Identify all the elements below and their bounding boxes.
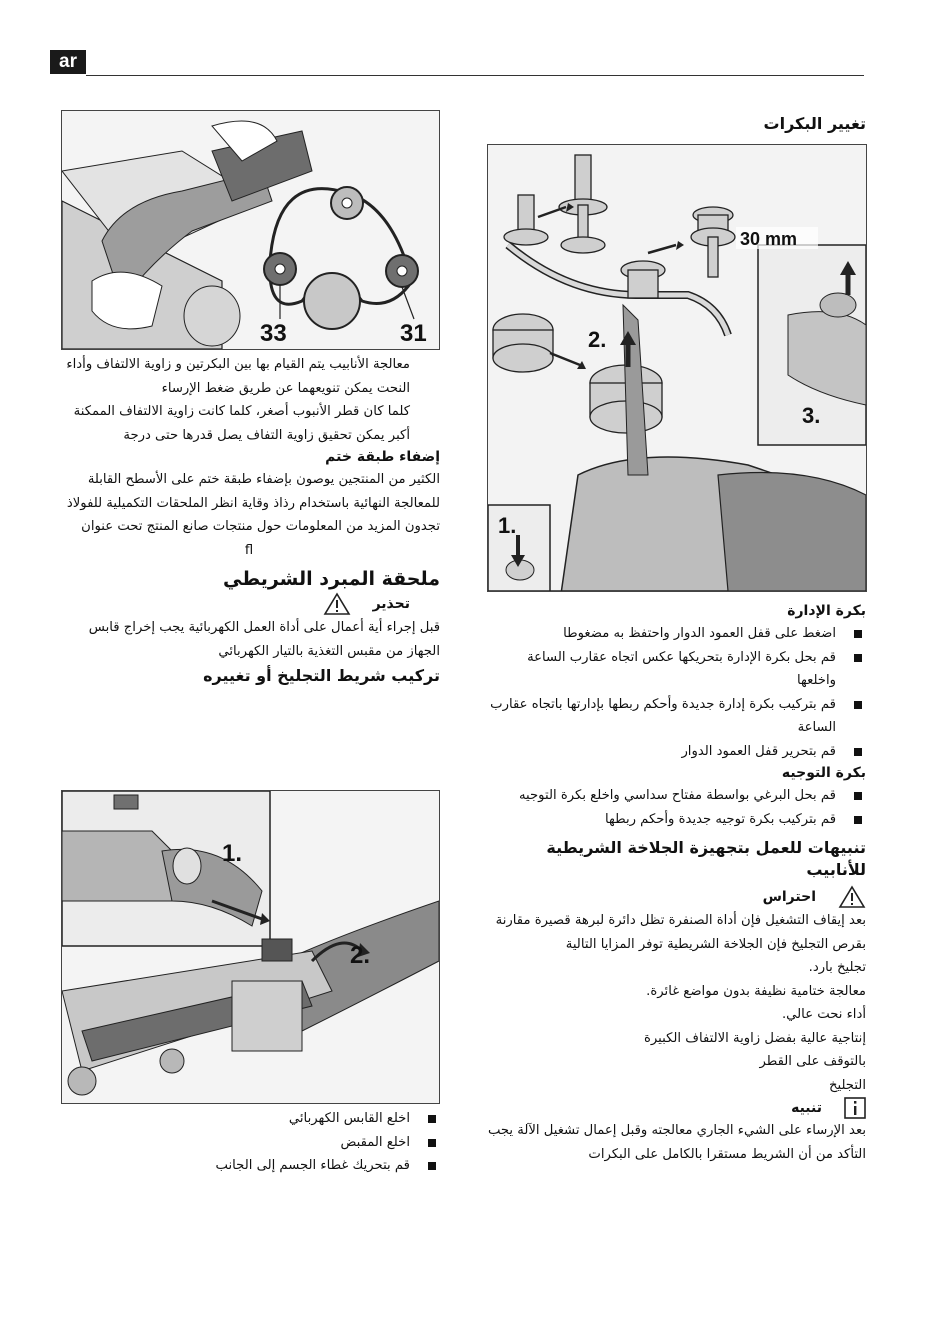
bullet-square-icon bbox=[854, 816, 862, 824]
warning-triangle-icon bbox=[323, 592, 351, 616]
caution-label: احتراس bbox=[762, 888, 816, 905]
header-rule bbox=[86, 75, 864, 76]
pipe-grinding-illustration bbox=[62, 111, 439, 349]
list-item bbox=[484, 622, 866, 646]
roller-33-label: 33 bbox=[260, 320, 287, 347]
list-item bbox=[484, 808, 866, 832]
figure-step-1-label: 1. bbox=[498, 513, 517, 538]
wrap-angle-text: كلما كان قطر الأنبوب أصغر، كلما كانت زاوية الالتفاف الممكنة أكبر يمكن تحقيق زاوية التفاف يصل قدرها حتى درجة bbox=[73, 404, 410, 443]
bullet-square-icon bbox=[854, 701, 862, 709]
mount-step-1-label: 1. bbox=[222, 840, 243, 867]
list-item-text: اخلع المقبض bbox=[340, 1134, 410, 1150]
figure-step-3-label: 3. bbox=[802, 403, 821, 428]
list-item-text: قم بحل البرغي بواسطة مفتاح سداسي واخلع بكرة التوجيه bbox=[518, 788, 836, 803]
list-item bbox=[484, 740, 866, 764]
roller-change-illustration bbox=[488, 145, 866, 591]
figure-step-2-label: 2. bbox=[588, 327, 607, 352]
drive-roller-list bbox=[484, 622, 866, 763]
list-item bbox=[484, 646, 866, 693]
bullet-square-icon bbox=[428, 1115, 436, 1123]
bullet-square-icon bbox=[428, 1139, 436, 1147]
figure-dimension-label: 30 mm bbox=[740, 229, 798, 249]
list-item-text: قم بتركيب بكرة توجيه جديدة وأحكم ربطها bbox=[605, 811, 836, 827]
list-item bbox=[58, 1107, 440, 1131]
advantage-3: أداء نحت عالي. bbox=[781, 1007, 866, 1022]
guide-roller-title: بكرة التوجيه bbox=[781, 765, 866, 781]
tips-title: تنبيهات للعمل بتجهيزة الجلاخة الشريطية للأنابيب bbox=[546, 838, 866, 879]
list-item-text: قم بتحرير قفل العمود الدوار bbox=[681, 743, 836, 759]
figure-roller-change bbox=[487, 144, 867, 592]
caution-row bbox=[484, 885, 866, 909]
warning-label: تحذير bbox=[372, 595, 410, 612]
grinding-title: التجليخ bbox=[828, 1077, 866, 1093]
advantage-1: تجليخ بارد. bbox=[808, 960, 866, 975]
list-item-text: قم بتحريك غطاء الجسم إلى الجانب bbox=[215, 1158, 410, 1173]
bullet-square-icon bbox=[854, 654, 862, 662]
caution-text: بعد إيقاف التشغيل فإن أداة الصنفرة تظل دائرة لبرهة قصيرة مقارنة بقرص التجليخ فإن الجلاخة الشريطية توفر المزايا التالية bbox=[495, 913, 866, 952]
accessory-title: ملحقة المبرد الشريطي bbox=[222, 568, 440, 590]
list-item bbox=[484, 693, 866, 740]
drive-roller-title: بكرة الإدارة bbox=[787, 603, 866, 619]
pipe-processing-text: معالجة الأنابيب يتم القيام بها بين البكرتين و زاوية الالتفاف وأداء النحت يمكن تنويعهما عن طريق ضغط الإرساء bbox=[66, 357, 410, 396]
finish-title: إضفاء طبقة ختم bbox=[325, 449, 440, 465]
note-text: بعد الإرساء على الشيء الجاري معالجته وقبل إعمال تشغيل الآلة يجب التأكد من أن الشريط مستقرا بالكامل على البكرات bbox=[487, 1123, 866, 1162]
bullet-square-icon bbox=[854, 792, 862, 800]
drive-roller-section bbox=[484, 601, 866, 1166]
advantage-2: معالجة ختامية نظيفة بدون مواضع غائرة. bbox=[646, 983, 866, 999]
mount-belt-title: تركيب شريط التجليخ أو تغييره bbox=[203, 666, 440, 685]
list-item-text: اضغط على قفل العمود الدوار واحتفظ به مضغوطا bbox=[563, 626, 836, 641]
language-tag: ar bbox=[50, 50, 86, 74]
guide-roller-list bbox=[484, 784, 866, 831]
left-text-block bbox=[58, 353, 440, 687]
section-title-change-rollers: تغيير البكرات bbox=[763, 114, 866, 133]
note-label: تنبيه bbox=[791, 1099, 822, 1116]
advantage-4: إنتاجية عالية بفضل زاوية الالتفاف الكبيرة bbox=[643, 1030, 866, 1046]
belt-mounting-illustration bbox=[62, 791, 439, 1103]
list-item-text: قم بحل بكرة الإدارة بتحريكها عكس اتجاه عقارب الساعة واخلعها bbox=[527, 649, 836, 688]
mount-steps-list bbox=[58, 1107, 440, 1178]
figure-pipe-grinding bbox=[61, 110, 440, 350]
list-item bbox=[484, 784, 866, 808]
figure-belt-mounting bbox=[61, 790, 440, 1104]
mount-step-2-label: 2. bbox=[350, 942, 371, 969]
roller-31-label: 31 bbox=[400, 320, 427, 347]
warning-text: قبل إجراء أية أعمال على أداة العمل الكهربائية يجب إخراج قابس الجهاز من مقبس التغذية بالتيار الكهربائي bbox=[88, 620, 440, 659]
mount-steps-section bbox=[58, 1107, 440, 1178]
caution-triangle-icon bbox=[838, 885, 866, 909]
list-item-text: اخلع القابس الكهربائي bbox=[288, 1111, 410, 1126]
list-item bbox=[58, 1154, 440, 1178]
list-item-text: قم بتركيب بكرة إدارة جديدة وأحكم ربطها بإدارتها باتجاه عقارب الساعة bbox=[490, 696, 836, 735]
bullet-square-icon bbox=[854, 630, 862, 638]
finish-text: الكثير من المنتجين يوصون بإضفاء طبقة ختم على الأسطح القابلة للمعالجة النهائية باستخدام رذاذ وقاية انظر الملحقات التكميلية للفولاذ bbox=[66, 472, 440, 511]
info-icon bbox=[844, 1097, 866, 1119]
right-column bbox=[484, 113, 866, 135]
warning-row bbox=[58, 592, 440, 616]
more-info-tail: fl bbox=[244, 542, 254, 558]
list-item bbox=[58, 1131, 440, 1155]
note-row bbox=[484, 1097, 866, 1119]
bullet-square-icon bbox=[428, 1162, 436, 1170]
bullet-square-icon bbox=[854, 748, 862, 756]
more-info-text: تجدون المزيد من المعلومات حول منتجات صانع المنتج تحت عنوان bbox=[81, 519, 440, 534]
advantage-5: بالتوقف على القطر bbox=[759, 1054, 866, 1069]
